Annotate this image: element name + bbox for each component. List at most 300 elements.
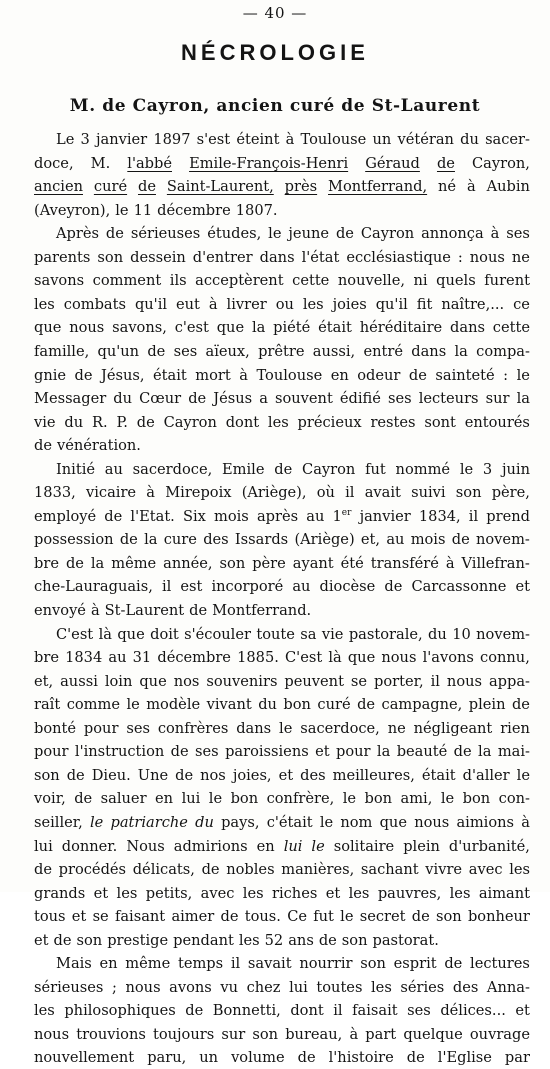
word: sa (300, 625, 317, 643)
word: joies (332, 295, 367, 313)
word: là (328, 649, 342, 667)
word: (Aveyron), (34, 201, 111, 219)
text-line (34, 1023, 530, 1046)
word: son (34, 766, 60, 784)
word: curé (93, 178, 128, 196)
word: nom (340, 813, 373, 831)
word: en (330, 366, 349, 384)
word: son (76, 931, 103, 949)
word: vicaire (86, 484, 137, 502)
word: de (189, 602, 208, 619)
word: Cœur (139, 390, 182, 408)
word: Saint-Laurent, (166, 178, 274, 196)
word: bre (34, 554, 59, 572)
word: Jésus, (101, 366, 145, 384)
article-title: M. de Cayron, ancien curé de St-Laurent (69, 96, 481, 116)
text-line (56, 952, 530, 975)
word: novem- (476, 625, 530, 643)
word: que (347, 649, 376, 667)
word: la (516, 390, 530, 408)
word: prêtre (258, 342, 305, 360)
word: les (34, 295, 55, 313)
word: de (297, 1049, 316, 1067)
word: les (449, 884, 471, 902)
text-line (34, 1046, 530, 1069)
word: de (220, 908, 239, 926)
word: nous (414, 813, 450, 831)
word: de (318, 931, 337, 949)
word: modèle (146, 696, 201, 714)
word: savons (34, 272, 85, 290)
word: sur (485, 390, 510, 408)
word: mai- (497, 743, 530, 761)
word: souvent (274, 390, 333, 408)
word: de (406, 1049, 425, 1067)
word: dans (411, 342, 447, 360)
word: de (34, 437, 52, 455)
word: de (65, 554, 84, 572)
word: à (490, 225, 500, 243)
word: l'Eglise (437, 1049, 492, 1067)
text-line (34, 575, 530, 598)
word: nous (69, 319, 105, 337)
word: le (459, 460, 474, 478)
word: d'aller (462, 766, 510, 784)
word: l'histoire (328, 1049, 394, 1067)
word: dessein (130, 248, 186, 266)
word: Emile (222, 460, 265, 478)
text-line (34, 199, 530, 222)
word: piété (273, 319, 311, 337)
word: la (454, 342, 468, 360)
word: le (440, 790, 455, 808)
word: il (161, 578, 172, 596)
word: porter, (374, 672, 424, 690)
word: ce (513, 295, 530, 313)
word: Après (56, 225, 99, 243)
word: St-Laurent (104, 602, 185, 619)
word: admirions (173, 837, 248, 855)
word: toutes (316, 978, 363, 996)
word: le (89, 813, 104, 831)
word: c'est (174, 319, 209, 337)
word: Jésus (213, 390, 253, 408)
word: les (371, 978, 392, 996)
word: P. (116, 413, 128, 431)
word: ayant (292, 554, 334, 572)
text-line (34, 552, 530, 575)
word: éteint (236, 131, 280, 148)
word: de (170, 743, 189, 761)
word: que (216, 319, 245, 337)
word: à (349, 1025, 359, 1043)
word: de (175, 766, 194, 784)
word: du (195, 813, 214, 831)
text-line (34, 152, 530, 175)
word: 1885. (237, 649, 279, 667)
word: du (460, 131, 479, 148)
word: de (335, 225, 354, 243)
text-line (34, 929, 530, 952)
word: Messager (34, 390, 107, 408)
word: quels (436, 272, 476, 290)
word: il (468, 507, 479, 525)
word: le (311, 837, 325, 855)
word: son (360, 955, 386, 973)
word: pour (34, 743, 69, 761)
text-line (34, 434, 530, 457)
text-line (34, 999, 530, 1022)
word: père (252, 554, 286, 572)
word: et, (34, 672, 54, 690)
word: était (318, 319, 352, 337)
word: bon (283, 696, 311, 714)
word: vie (34, 413, 56, 431)
word: en (256, 837, 275, 855)
word: peuvent (284, 672, 344, 690)
word: le (516, 366, 530, 384)
word: ami, (400, 790, 433, 808)
word: juin (502, 460, 530, 478)
word: trouvions (76, 1025, 146, 1043)
word: le (208, 790, 223, 808)
word: le (342, 790, 357, 808)
word: aimer (171, 908, 215, 926)
word: Bonnetti, (212, 1002, 281, 1020)
word: édifié (339, 390, 381, 408)
text-line (34, 246, 530, 269)
word: faisant (114, 908, 166, 926)
word: beauté (396, 743, 448, 761)
word: cette (292, 272, 330, 290)
word: eut (176, 295, 200, 313)
word: pastorale, (348, 625, 423, 643)
word: ouvrage (469, 1025, 530, 1043)
word: du (428, 625, 447, 643)
word: pendant (173, 931, 234, 949)
word: études, (207, 225, 262, 243)
word: la (251, 319, 266, 337)
word: jeune (288, 225, 330, 243)
word: Anna- (486, 978, 530, 996)
word: Initié (56, 460, 95, 478)
word: de (104, 507, 123, 525)
word: Toulouse (256, 366, 323, 384)
word: de (185, 1002, 204, 1020)
word: 1833, (34, 484, 76, 502)
word: bonheur (467, 908, 530, 926)
word: 1897 (153, 131, 191, 148)
word: d'entrer (192, 248, 253, 266)
word: riches (271, 884, 318, 902)
word: furent (484, 272, 530, 290)
word: et (71, 908, 87, 926)
word: sainteté (435, 366, 495, 384)
word: ses (407, 1002, 431, 1020)
text-line (56, 458, 530, 481)
word: et (515, 578, 530, 596)
word: ne (511, 248, 530, 266)
text-line (34, 316, 530, 339)
word: la (376, 743, 391, 761)
word: il (430, 672, 440, 690)
word: 31 (132, 649, 152, 667)
word: livrer (226, 295, 267, 313)
word: du (258, 696, 277, 714)
word: en (99, 955, 118, 973)
word: sont (424, 413, 456, 431)
word: lui (289, 978, 308, 996)
word: dont (225, 413, 260, 431)
text-line (34, 835, 530, 858)
word: Montferrand. (212, 602, 312, 619)
text-line (34, 387, 530, 410)
word: janvier (96, 131, 148, 148)
word: le (268, 225, 282, 243)
word: bureau, (285, 1025, 343, 1043)
word: ans (288, 931, 314, 949)
word: les (267, 413, 289, 431)
word: un (372, 131, 392, 148)
word: de (188, 390, 207, 408)
word: C'est (285, 649, 323, 667)
word: vétéran (397, 131, 454, 148)
word: Mais (56, 955, 92, 973)
word: Carcassonne (411, 578, 507, 596)
word: et (515, 1002, 530, 1020)
text-line (34, 293, 530, 316)
word: 3 (482, 460, 493, 478)
word: de (201, 861, 220, 879)
word: et (34, 931, 49, 949)
word: de (408, 366, 427, 384)
word: que (139, 672, 167, 690)
word: envoyé (34, 602, 86, 619)
text-line (56, 222, 530, 245)
word: prestige (107, 931, 169, 949)
word: ecclésiastique (346, 248, 451, 266)
word: bonté (34, 719, 77, 737)
word: nouvelle, (337, 272, 405, 290)
word: de (411, 908, 430, 926)
text-line (34, 740, 530, 763)
word: 52 (264, 931, 284, 949)
word: fit (416, 295, 433, 313)
text-line (34, 175, 530, 198)
word: du (64, 413, 84, 431)
word: tous. (244, 908, 281, 926)
text-line (34, 693, 530, 716)
word: après (256, 507, 299, 525)
word: il (345, 484, 355, 502)
text-line (34, 269, 530, 292)
word: pauvres, (377, 884, 442, 902)
word: savons, (112, 319, 167, 337)
word: de (511, 696, 530, 714)
word: nos (200, 766, 226, 784)
word: philosophiques (64, 1002, 176, 1020)
word: Issards (234, 531, 289, 549)
word: doce, (34, 154, 74, 172)
word: dans (259, 248, 295, 266)
word: bon (364, 790, 393, 808)
word: transféré (370, 554, 439, 572)
word: lecteurs (418, 390, 479, 408)
word: novem- (476, 531, 530, 549)
word: au (104, 460, 123, 478)
word: nous (469, 248, 505, 266)
word: 1834, (418, 507, 461, 525)
word: ses (126, 719, 150, 737)
word: la (144, 531, 158, 549)
word: au (108, 649, 127, 667)
word: son (436, 908, 462, 926)
word: sacer- (485, 131, 530, 148)
word: délices... (440, 1002, 506, 1020)
word: saluer (100, 790, 147, 808)
word: (Ariège) (294, 531, 355, 549)
word: les (34, 1002, 55, 1020)
word: suivi (411, 484, 446, 502)
word: incorporé (211, 578, 284, 596)
word: campagne, (381, 696, 463, 714)
word: précieux (297, 413, 362, 431)
word: seiller, (34, 813, 83, 831)
word: où (316, 484, 335, 502)
word: sacerdoce, (300, 719, 380, 737)
word: nommé (395, 460, 451, 478)
word: qu'un (97, 342, 140, 360)
text-line (56, 623, 530, 646)
word: le (340, 908, 354, 926)
text-line (34, 364, 530, 387)
word: même (111, 554, 157, 572)
word: nous (125, 978, 161, 996)
word: Ce (287, 908, 307, 926)
word: aussi, (312, 342, 356, 360)
word: à (285, 131, 295, 148)
word: été (340, 554, 364, 572)
word: Aubin (486, 178, 530, 196)
word: che-Lauraguais, (34, 578, 153, 596)
word: des (452, 978, 479, 996)
word: à (466, 178, 476, 196)
word: combats (63, 295, 126, 313)
word: comment (92, 272, 162, 290)
word: son (219, 554, 246, 572)
word: vivre (425, 861, 463, 879)
word: 1er (332, 507, 352, 525)
word: des (203, 531, 229, 549)
word: en (155, 790, 174, 808)
word: de (136, 413, 155, 431)
text-line (34, 764, 530, 787)
text-line (34, 411, 530, 434)
word: confrères (157, 719, 229, 737)
word: toute (256, 625, 295, 643)
word: grands (34, 884, 86, 902)
word: le (115, 201, 129, 219)
word: rien (500, 719, 530, 737)
word: nos (173, 672, 200, 690)
word: parents (34, 248, 91, 266)
word: lui (181, 790, 201, 808)
word: aïeux, (205, 342, 250, 360)
word: Nous (126, 837, 165, 855)
word: les (509, 861, 530, 879)
word: pour (83, 719, 119, 737)
word: volume (231, 1049, 285, 1067)
word: à (90, 602, 100, 619)
word: au (386, 531, 405, 549)
word: des (300, 766, 326, 784)
text-line (34, 481, 530, 504)
word: de (74, 790, 93, 808)
word: était (153, 366, 187, 384)
word: de (444, 955, 463, 973)
text-line (34, 528, 530, 551)
word: R. (91, 413, 108, 431)
word: il (230, 955, 241, 973)
word: bon (230, 790, 259, 808)
word: mois (214, 507, 249, 525)
word: ni (413, 272, 428, 290)
word: nouvellement (34, 1049, 135, 1067)
word: C'est (56, 625, 94, 643)
word: et, (360, 531, 381, 549)
word: aimant (478, 884, 530, 902)
word: délicats, (132, 861, 195, 879)
word: de (119, 531, 138, 549)
word: con- (498, 790, 530, 808)
word: de (384, 578, 403, 596)
word: nous (34, 1025, 70, 1043)
word: et (315, 743, 330, 761)
word: ses (173, 342, 198, 360)
text-line (34, 787, 530, 810)
word: joies, (232, 766, 272, 784)
word: vie (321, 625, 344, 643)
word: sachant (360, 861, 419, 879)
word: avait (364, 484, 401, 502)
word: un (199, 1049, 219, 1067)
text-line (34, 882, 530, 905)
word: restes (370, 413, 416, 431)
word: que (379, 813, 407, 831)
word: confrère, (266, 790, 335, 808)
word: pastorat. (372, 931, 439, 949)
word: le (319, 813, 334, 831)
word: de (74, 366, 93, 384)
word: employé (34, 507, 97, 525)
word: Cayron, (472, 154, 530, 172)
word: mort (195, 366, 231, 384)
word: meilleures, (332, 766, 415, 784)
word: né (438, 178, 457, 196)
word: quelque (403, 1025, 463, 1043)
word: dont (290, 1002, 324, 1020)
word: loin (104, 672, 133, 690)
word: l'instruction (74, 743, 165, 761)
word: cure (163, 531, 197, 549)
word: s'écouler (184, 625, 251, 643)
word: près (284, 178, 318, 196)
word: à (239, 366, 248, 384)
word: Géraud (365, 154, 420, 172)
word: négligeant (413, 719, 493, 737)
word: les (348, 884, 370, 902)
word: de (53, 931, 72, 949)
